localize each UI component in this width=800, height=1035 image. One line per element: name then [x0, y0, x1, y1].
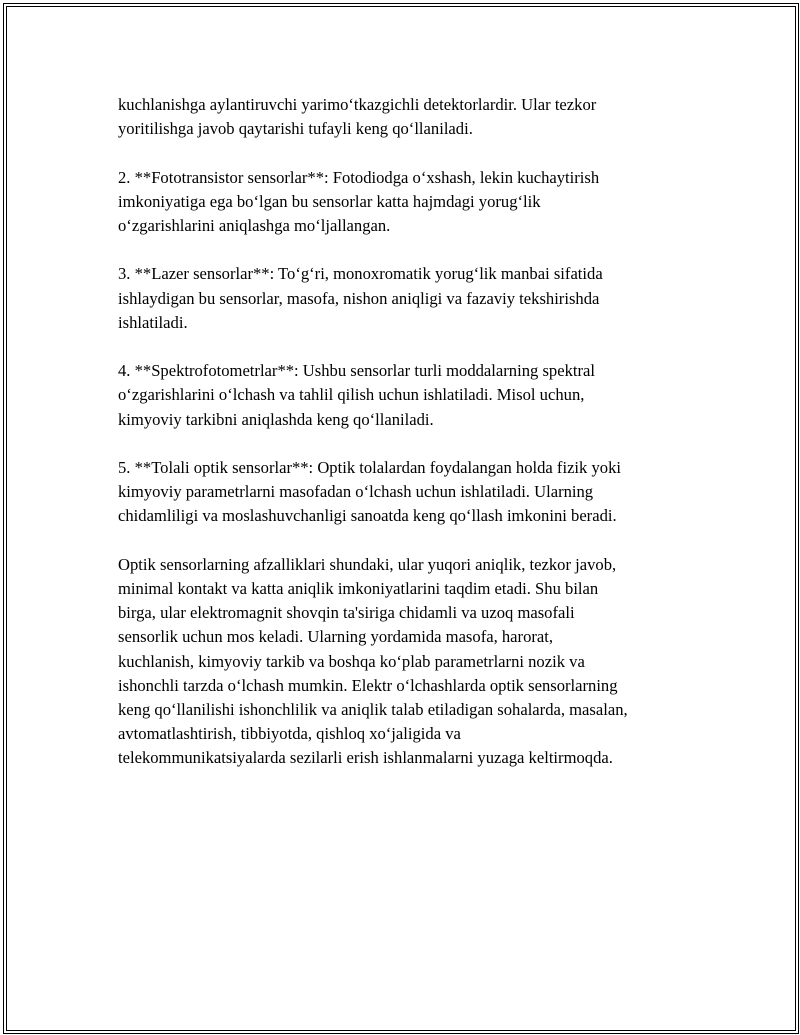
paragraph-fototransistor: 2. **Fototransistor sensorlar**: Fotodiodga o‘xshash, lekin kuchaytirish imkoniyatiga ega bo‘lgan bu sensorlar katta hajmdagi yorug‘lik o‘zgarishlarini aniqlashga mo‘ljallangan. — [118, 167, 600, 235]
paragraph-spektrofotometr: 4. **Spektrofotometrlar**: Ushbu sensorlar turli moddalarning spektral o‘zgarishlarini o‘lchash va tahlil qilish uchun ishlatiladi. Misol uchun, kimyoviy tarkibni aniqlashda keng qo‘llaniladi. — [118, 361, 595, 429]
paragraph-intro-continuation: kuchlanishga aylantiruvchi yarimo‘tkazgichli detektorlardir. Ular tezkor yoritilishga javob qaytarishi tufayli keng qo‘llaniladi. — [118, 95, 597, 139]
paragraph-afzalliklar: Optik sensorlarning afzalliklari shundaki, ular yuqori aniqlik, tezkor javob, minimal kontakt va katta aniqlik imkoniyatlarini taqdim etadi. Shu bilan birga, ular elektromagnit shovqin ta'siriga chidamli va uzoq masofali sensorlik uchun mos keladi. Ularning yordamida masofa, harorat, kuchlanish, kimyoviy tarkib va boshqa ko‘plab parametrlarni nozik va ishonchli tarzda o‘lchash mumkin. Elektr o‘lchashlarda optik sensorlarning keng qo‘llanilishi ishonchlilik va aniqlik talab etiladigan sohalarda, masalan, avtomatlashtirish, tibbiyotda, qishloq xo‘jaligida va telekommunikatsiyalarda sezilarli erish ishlanmalarni yuzaga keltirmoqda. — [118, 554, 628, 768]
paragraph-tolali-optik: 5. **Tolali optik sensorlar**: Optik tolalardan foydalangan holda fizik yoki kimyoviy parametrlarni masofadan o‘lchash uchun ishlatiladi. Ularning chidamliligi va moslashuvchanligi sanoatda keng qo‘llash imkonini beradi. — [118, 457, 621, 526]
document-body — [118, 93, 698, 795]
paragraph-lazer: 3. **Lazer sensorlar**: To‘g‘ri, monoxromatik yorug‘lik manbai sifatida ishlaydigan bu sensorlar, masofa, nishon aniqligi va fazaviy tekshirishda ishlatiladi. — [118, 264, 603, 332]
